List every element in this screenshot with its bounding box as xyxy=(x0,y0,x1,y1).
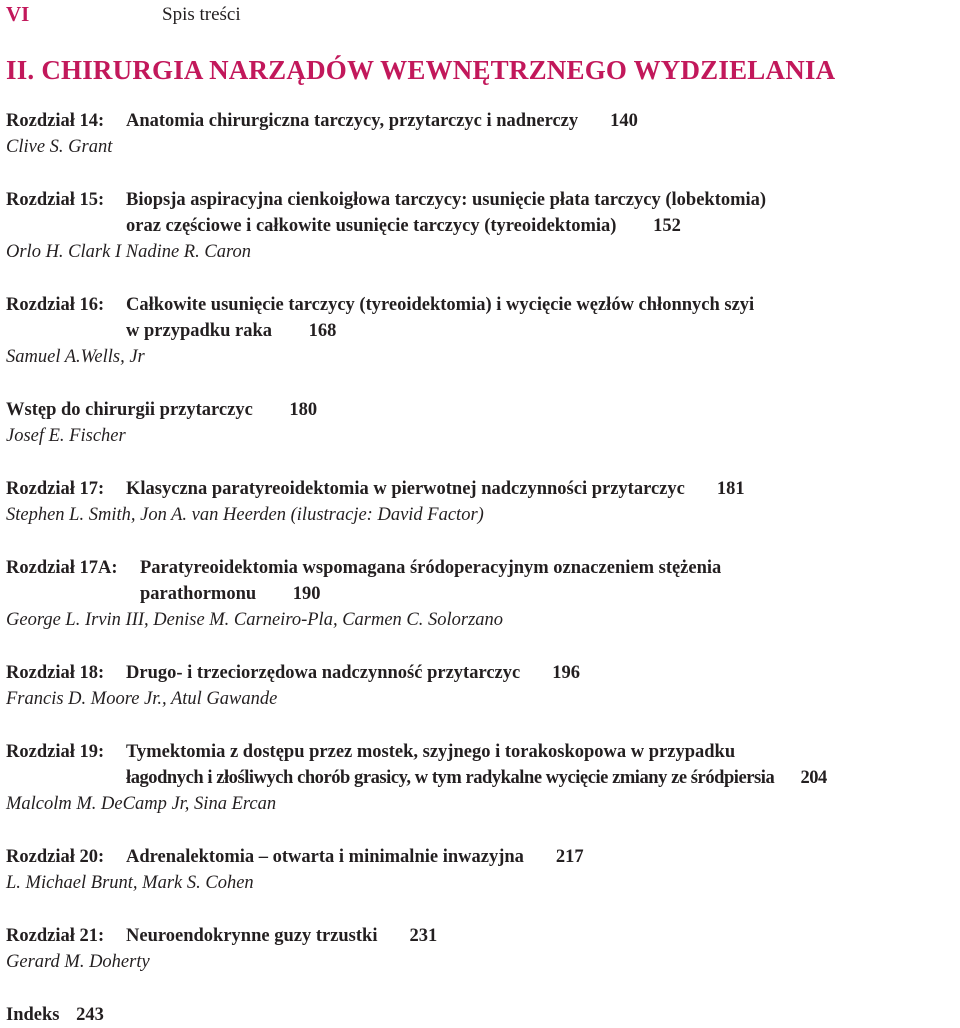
chapter-authors: Clive S. Grant xyxy=(6,137,113,157)
toc-entry-chapter-15[interactable] xyxy=(6,187,956,265)
chapter-label: Rozdział 17A: xyxy=(6,558,118,578)
chapter-title-continued: parathormonu xyxy=(140,584,257,604)
toc-entry-title-line-continued xyxy=(6,765,956,791)
page-ref: 181 xyxy=(716,479,745,499)
page-ref: 204 xyxy=(800,768,827,788)
chapter-title: Całkowite usunięcie tarczycy (tyreoidektomia) i wycięcie węzłów chłonnych szyi xyxy=(126,295,755,315)
toc-entry-title-line xyxy=(6,660,956,686)
toc-entry-title-line xyxy=(6,923,956,949)
toc-entry-title-line xyxy=(6,739,956,765)
chapter-authors: Gerard M. Doherty xyxy=(6,952,150,972)
page-ref: 168 xyxy=(308,321,337,341)
chapter-authors: Malcolm M. DeCamp Jr, Sina Ercan xyxy=(6,794,277,814)
chapter-title-continued: oraz częściowe i całkowite usunięcie tarczycy (tyreoidektomia) xyxy=(126,216,617,236)
running-head: Spis treści xyxy=(162,4,241,25)
chapter-authors: Samuel A.Wells, Jr xyxy=(6,347,145,367)
chapter-authors: George L. Irvin III, Denise M. Carneiro-Pla, Carmen C. Solorzano xyxy=(6,610,504,630)
part-title: II. CHIRURGIA NARZĄDÓW WEWNĘTRZNEGO WYDZIELANIA xyxy=(6,55,836,85)
chapter-title: Biopsja aspiracyjna cienkoigłowa tarczycy: usunięcie płata tarczycy (lobektomia) xyxy=(126,190,767,210)
toc-entry-chapter-17a[interactable] xyxy=(6,555,956,633)
toc-entry-title-line xyxy=(6,187,956,213)
chapter-label: Rozdział 19: xyxy=(6,742,105,762)
toc-entry-intro-parathyroid[interactable] xyxy=(6,397,956,449)
chapter-authors: L. Michael Brunt, Mark S. Cohen xyxy=(6,873,254,893)
toc-entry-title-line xyxy=(6,108,956,134)
page-ref: 140 xyxy=(610,111,638,131)
section-authors: Josef E. Fischer xyxy=(6,426,126,446)
page-ref: 231 xyxy=(409,926,438,946)
toc-entry-chapter-16[interactable] xyxy=(6,292,956,370)
chapter-title: Tymektomia z dostępu przez mostek, szyjnego i torakoskopowa w przypadku xyxy=(126,742,736,762)
section-title: Wstęp do chirurgii przytarczyc xyxy=(6,400,253,420)
chapter-label: Rozdział 14: xyxy=(6,111,105,131)
toc-entry-title-line xyxy=(6,844,956,870)
chapter-title: Paratyreoidektomia wspomagana śródoperacyjnym oznaczeniem stężenia xyxy=(140,558,722,578)
toc-entry-chapter-19[interactable] xyxy=(6,739,956,817)
chapter-title: Adrenalektomia – otwarta i minimalnie inwazyjna xyxy=(126,847,524,867)
toc-entry-chapter-14[interactable] xyxy=(6,108,956,160)
toc-entries xyxy=(6,108,956,1028)
index-label: Indeks xyxy=(6,1005,60,1025)
chapter-title: Neuroendokrynne guzy trzustki xyxy=(126,926,378,946)
chapter-label: Rozdział 21: xyxy=(6,926,105,946)
page-ref: 217 xyxy=(555,847,584,867)
toc-entry-title-line xyxy=(6,292,956,318)
toc-entry-chapter-18[interactable] xyxy=(6,660,956,712)
chapter-title-continued: w przypadku raka xyxy=(126,321,272,341)
toc-entry-title-line-continued xyxy=(6,213,956,239)
toc-entry-index[interactable] xyxy=(6,1002,956,1028)
page-ref: 190 xyxy=(292,584,321,604)
toc-entry-title-line xyxy=(6,397,956,423)
chapter-authors: Orlo H. Clark I Nadine R. Caron xyxy=(6,242,251,262)
chapter-title: Klasyczna paratyreoidektomia w pierwotnej nadczynności przytarczyc xyxy=(126,479,685,499)
page-ref: 196 xyxy=(552,663,580,683)
chapter-authors: Stephen L. Smith, Jon A. van Heerden (ilustracje: David Factor) xyxy=(6,505,484,525)
chapter-label: Rozdział 18: xyxy=(6,663,105,683)
page-number: VI xyxy=(6,2,30,26)
toc-entry-title-line-continued xyxy=(6,581,956,607)
chapter-label: Rozdział 15: xyxy=(6,190,105,210)
toc-entry-title-line xyxy=(6,555,956,581)
chapter-authors: Francis D. Moore Jr., Atul Gawande xyxy=(6,689,278,709)
toc-entry-chapter-17[interactable] xyxy=(6,476,956,528)
page-ref: 243 xyxy=(76,1005,104,1025)
chapter-title: Anatomia chirurgiczna tarczycy, przytarczyc i nadnerczy xyxy=(126,111,579,131)
toc-entry-title-line xyxy=(6,476,956,502)
toc-entry-chapter-20[interactable] xyxy=(6,844,956,896)
chapter-title: Drugo- i trzeciorzędowa nadczynność przytarczyc xyxy=(126,663,521,683)
toc-entry-title-line-continued xyxy=(6,318,956,344)
page-ref: 180 xyxy=(289,400,318,420)
toc-entry-chapter-21[interactable] xyxy=(6,923,956,975)
page-header xyxy=(6,2,946,26)
chapter-title-continued: łagodnych i złośliwych chorób grasicy, w tym radykalne wycięcie zmiany ze śródpiersia xyxy=(126,768,775,788)
chapter-label: Rozdział 16: xyxy=(6,295,105,315)
page-ref: 152 xyxy=(653,216,681,236)
chapter-label: Rozdział 17: xyxy=(6,479,105,499)
chapter-label: Rozdział 20: xyxy=(6,847,105,867)
